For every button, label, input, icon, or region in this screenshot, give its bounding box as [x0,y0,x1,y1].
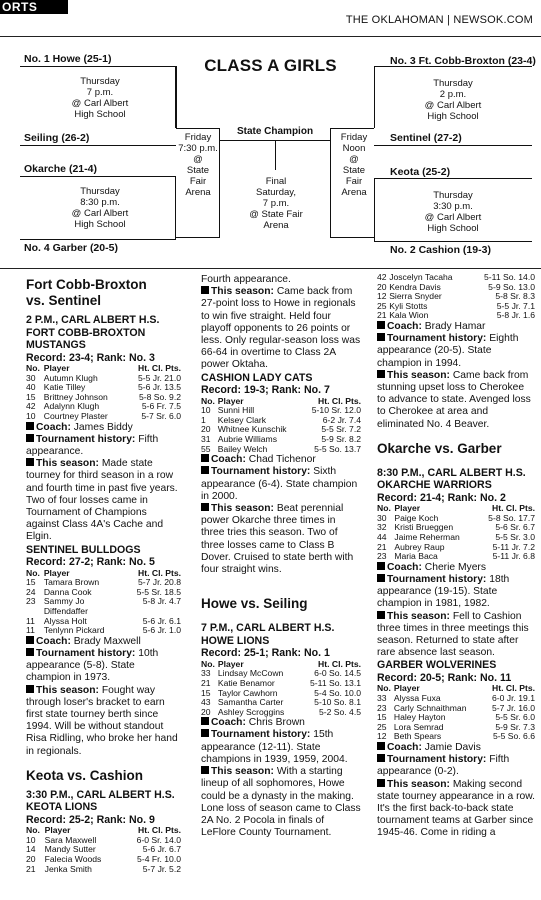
fcb-time: 2 P.M., CARL ALBERT H.S. [26,314,160,326]
roster-row: 23 Maria Baca 5-11 Jr. 6.8 [377,551,535,562]
fcb-coach: Coach: James Biddy [26,422,181,434]
howe-record: Record: 25-1; Rank: No. 1 [201,647,330,660]
roster-row: 25 Lora Semrad 5-9 Sr. 7.3 [377,721,535,732]
roster-row: 55 Bailey Welch 5-5 So. 13.7 [201,443,361,454]
roster-row: 10 Sara Maxwell 6-0 Sr. 14.0 [26,834,181,845]
roster-row: 10 Sunni Hill 5-10 Sr. 12.0 [201,405,361,416]
site-name: NEWSOK.COM [453,14,533,26]
cashion-record: Record: 19-3; Rank: No. 7 [201,384,330,397]
okarche-record: Record: 21-4; Rank: No. 2 [377,491,506,504]
roster-row: 40 Katie Tilley 5-6 Jr. 13.5 [26,382,181,393]
seiling-history: Tournament history: Eighth appearance (20-5). State champion in 1994. [377,333,519,369]
left-semi-info: Friday 7:30 p.m. @ State Fair Arena [178,132,218,198]
left-top-info: Thursday 7 p.m. @ Carl Albert High School [71,76,129,120]
section-tab: ORTS [0,0,68,14]
roster-row: 32 Kristi Brueggen 5-6 Sr. 6.7 [377,522,535,533]
roster-row: 11 Tenlynn Pickard 5-6 Jr. 1.0 [26,625,181,636]
seiling-season: This season: Came back from stunning upset loss to Cherokee to advance to state. Avenged loss to Cherokee at area and eliminated No. 4 Beaver. [377,369,531,430]
right-bot-info: Thursday 3:30 p.m. @ Carl Albert High School [424,190,482,234]
roster-row: 11 Alyssa Holt 5-6 Jr. 6.1 [26,615,181,626]
left-bot-info: Thursday 8:30 p.m. @ Carl Albert High School [71,186,129,230]
roster-row: 25 Kyli Stotts 5-5 Jr. 7.1 [377,300,535,311]
roster-row: 15 Brittney Johnson 5-8 So. 9.2 [26,391,181,402]
howe-time: 7 P.M., CARL ALBERT H.S. [201,622,335,635]
howe-history: Tournament history: 15th appearance (12-11). State champions in 1939, 1959, 2004. [201,729,348,765]
right-top-winner: Sentinel (27-2) [390,132,462,144]
column-1 [26,277,181,874]
left-top-winner: Seiling (26-2) [24,132,90,144]
roster-row: 42 Adalynn Klugh 5-6 Fr. 7.5 [26,401,181,412]
bracket-title: CLASS A GIRLS [204,56,337,75]
story-head-sentinel: vs. Sentinel [26,293,102,308]
column-2 [201,274,361,839]
howe-roster [201,660,361,718]
keota-time: 3:30 P.M., CARL ALBERT H.S. [26,788,175,801]
garber-coach: Coach: Jamie Davis [377,742,535,754]
fcb-history: Tournament history: Fifth appearance. [26,433,159,457]
roster-row: 31 Aubrie Williams 5-9 Sr. 8.2 [201,434,361,444]
roster-row: 15 Tamara Brown 5-7 Jr. 20.8 [26,577,181,588]
roster-row: 33 Alyssa Fuxa 6-0 Jr. 19.1 [377,693,535,704]
masthead-divider: | [447,14,454,26]
story-head-fcb: Fort Cobb-Broxton [26,277,147,292]
okarche-name: OKARCHE WARRIORS [377,479,492,492]
paper-name: THE OKLAHOMAN [345,14,444,26]
garber-season: This season: Making second state tourney appearance in a row. It's the first back-to-back state tournament teams at Garber since 1945-46. Come in riding a [377,778,535,839]
final-info: Final Saturday, 7 p.m. @ State Fair Arena [249,176,303,231]
roster-header: No. Player Ht. Cl. Pts. [377,683,535,694]
roster-row: 21 Kala Wion 5-8 Jr. 1.6 [377,310,535,321]
keota-season: This season: Came back from 27-point loss to Howe in regionals to win five straight. Held four playoff opponents to 26 points or less. Only regular-season loss was 66-64 in overtime to Class 2A power Oktaha. [201,286,361,371]
okarche-time: 8:30 P.M., CARL ALBERT H.S. [377,466,526,479]
roster-row: 15 Taylor Cawhorn 5-4 So. 10.0 [201,687,361,698]
left-top-team: No. 1 Howe (25-1) [24,53,112,65]
keota-history-cont: Fourth appearance. [201,274,291,285]
roster-row: 20 Whitnee Kunschik 5-5 Sr. 7.2 [201,424,361,435]
roster-header: No. Player Ht. Cl. Pts. [26,567,181,578]
roster-row: 20 Kendra Davis 5-9 So. 13.0 [377,281,535,292]
roster-row: 24 Danna Cook 5-5 Sr. 18.5 [26,586,181,597]
left-bot-team: Okarche (21-4) [24,163,97,175]
okarche-season: This season: Fell to Cashion three times in three meetings this season. Returned to state after rare absence last season. [377,610,529,659]
garber-roster [377,684,535,742]
roster-row: 15 Haley Hayton 5-5 Sr. 6.0 [377,712,535,723]
roster-row: 12 Sierra Snyder 5-8 Sr. 8.3 [377,291,535,302]
sentinel-history: Tournament history: 10th appearance (5-8). State champion in 1973. [26,647,159,684]
right-semi-info: Friday Noon @ State Fair Arena [340,132,368,198]
sentinel-coach: Coach: Brady Maxwell [26,636,181,648]
bracket-rule [0,268,541,269]
roster-row: 12 Beth Spears 5-5 So. 6.6 [377,731,535,742]
howe-coach: Coach: Chris Brown [201,717,361,729]
left-top-under [20,145,176,146]
roster-row: 23 Sammy Jo Diffendaffer 5-8 Jr. 4.7 [26,596,181,616]
right-top-under [374,145,532,146]
roster-header: No. Player Ht. Cl. Pts. [26,825,181,836]
right-bot-winner: No. 2 Cashion (19-3) [390,244,491,256]
roster-row: 1 Kelsey Clark 6-2 Jr. 7.4 [201,414,361,425]
fcb-name-1: FORT COBB-BROXTON [26,326,146,339]
story-head-keota: Keota vs. Cashion [26,767,144,783]
fcb-record: Record: 23-4; Rank: No. 3 [26,351,155,364]
seiling-coach: Coach: Brady Hamar [377,321,535,333]
story-head-howe: Howe vs. Seiling [201,596,308,612]
okarche-roster [377,504,535,562]
keota-roster [26,826,181,874]
roster-row: 42 Joscelyn Tacaha 5-11 So. 14.0 [377,272,535,282]
final-stem [275,140,276,170]
roster-row: 14 Mandy Sutter 5-6 Jr. 6.7 [26,844,181,855]
roster-row: 21 Katie Benamor 5-11 So. 13.1 [201,677,361,688]
okarche-coach: Coach: Cherie Myers [377,562,535,574]
keota-record: Record: 25-2; Rank: No. 9 [26,813,155,826]
howe-name: HOWE LIONS [201,634,270,647]
howe-season: This season: With a starting lineup of all sophomores, Howe could be a dynasty in the making. Lone loss of season came to Class 2A No. 2 Pocola in finals of LeFlore County Tournament. [201,766,361,839]
right-top-info: Thursday 2 p.m. @ Carl Albert High School [424,78,482,122]
roster-row: 10 Courtney Plaster 5-7 Sr. 6.0 [26,410,181,421]
roster-row: 33 Lindsay McCown 6-0 So. 14.5 [201,668,361,679]
cashion-coach: Coach: Chad Tichenor [201,454,361,466]
sentinel-name: SENTINEL BULLDOGS [26,543,141,556]
fcb-roster [26,364,181,422]
garber-name: GARBER WOLVERINES [377,659,497,672]
roster-header: No. Player Ht. Cl. Pts. [26,363,181,373]
roster-header: No. Player Ht. Cl. Pts. [201,658,361,669]
roster-row: 21 Aubrey Raup 5-11 Jr. 7.2 [377,541,535,552]
sentinel-roster [26,569,181,636]
keota-name: KEOTA LIONS [26,801,98,814]
fcb-name-2: MUSTANGS [26,339,86,351]
okarche-history: Tournament history: 18th appearance (19-15). State champion in 1981, 1982. [377,574,510,610]
sentinel-record: Record: 27-2; Rank: No. 5 [26,556,155,569]
cashion-history: Tournament history: Sixth appearance (6-4). State champion in 2000. [201,466,358,502]
roster-row: 30 Autumn Klugh 5-5 Jr. 21.0 [26,372,181,383]
garber-history: Tournament history: Fifth appearance (0-2). [377,754,510,778]
roster-row: 20 Falecia Woods 5-4 Fr. 10.0 [26,854,181,865]
left-bot-winner: No. 4 Garber (20-5) [24,242,118,254]
fcb-season: This season: Made state tourney for third season in a row and fourth time in past five years. Two of four losses came in Tournament of Champions against Class 4A's Cache and Elgin. [26,458,178,543]
roster-row: 23 Carly Schnaithman 5-7 Jr. 16.0 [377,702,535,713]
roster-row: 43 Samantha Carter 5-10 So. 8.1 [201,697,361,708]
cashion-roster [201,397,361,455]
roster-row: 30 Paige Koch 5-8 So. 17.7 [377,512,535,523]
cashion-season: This season: Beat perennial power Okarche three times in three tries this season. Two of three losses came to Class B Dover. Cruised to state berth with four straight wins. [201,503,354,576]
garber-record: Record: 20-5; Rank: No. 11 [377,671,512,684]
cashion-name: CASHION LADY CATS [201,371,313,384]
roster-header: No. Player Ht. Cl. Pts. [377,503,535,514]
roster-header: No. Player Ht. Cl. Pts. [201,395,361,406]
right-bot-team: Keota (25-2) [390,166,451,178]
roster-row: 21 Jenka Smith 5-7 Jr. 5.2 [26,863,181,874]
roster-row: 44 Jaime Reherman 5-5 Sr. 3.0 [377,532,535,543]
roster-row: 20 Ashley Scroggins 5-2 So. 4.5 [201,706,361,717]
column-3 [377,273,535,840]
seiling-roster [377,273,535,321]
champion-label: State Champion [236,126,314,137]
right-top-team: No. 3 Ft. Cobb-Broxton (23-4) [390,55,536,67]
story-head-okarche: Okarche vs. Garber [377,440,502,456]
sentinel-season: This season: Fought way through loser's bracket to earn first state tourney berth since 1994. Will be without standout Risa Ridling, who broke her hand in regionals. [26,684,178,757]
header-rule [0,36,541,37]
masthead [346,14,533,26]
left-top-riser [176,66,177,128]
